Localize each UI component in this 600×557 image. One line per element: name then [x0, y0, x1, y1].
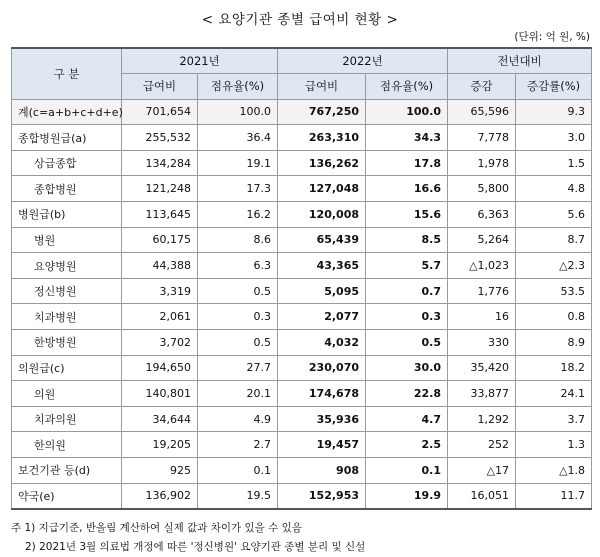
- cell-value: 5.6: [516, 202, 592, 228]
- cell-value: 16,051: [448, 483, 516, 509]
- cell-value: 4.8: [516, 176, 592, 202]
- cell-value: 19.9: [366, 483, 448, 509]
- cell-value: 701,654: [122, 99, 198, 125]
- cell-value: 152,953: [278, 483, 366, 509]
- cell-value: 136,262: [278, 150, 366, 176]
- cell-value: 7,778: [448, 125, 516, 151]
- cell-value: 27.7: [198, 355, 278, 381]
- cell-value: 134,284: [122, 150, 198, 176]
- table-row: [12, 355, 592, 381]
- cell-value: 44,388: [122, 253, 198, 279]
- cell-value: 8.5: [366, 227, 448, 253]
- table-title: < 요양기관 종별 급여비 현황 >: [201, 12, 399, 28]
- cell-value: 43,365: [278, 253, 366, 279]
- cell-value: 113,645: [122, 202, 198, 228]
- cell-value: 3,702: [122, 330, 198, 356]
- cell-value: △2.3: [516, 253, 592, 279]
- header-sub: 급여비: [122, 74, 198, 100]
- row-label: 요양병원: [12, 253, 122, 279]
- cell-value: 1,776: [448, 278, 516, 304]
- cell-value: 767,250: [278, 99, 366, 125]
- cell-value: 230,070: [278, 355, 366, 381]
- cell-value: 0.1: [198, 458, 278, 484]
- cell-value: 6.3: [198, 253, 278, 279]
- row-label: 한방병원: [12, 330, 122, 356]
- cell-value: 0.3: [198, 304, 278, 330]
- table-row: [12, 176, 592, 202]
- row-label: 한의원: [12, 432, 122, 458]
- cell-value: 19.1: [198, 150, 278, 176]
- cell-value: 194,650: [122, 355, 198, 381]
- cell-value: 22.8: [366, 381, 448, 407]
- header-year-2021: 2021년: [122, 48, 278, 74]
- header-sub: 증감: [448, 74, 516, 100]
- cell-value: 65,439: [278, 227, 366, 253]
- cell-value: 3,319: [122, 278, 198, 304]
- row-label: 계(c=a+b+c+d+e): [12, 99, 122, 125]
- cell-value: 5.7: [366, 253, 448, 279]
- cell-value: 174,678: [278, 381, 366, 407]
- cell-value: 5,095: [278, 278, 366, 304]
- cell-value: 5,264: [448, 227, 516, 253]
- header-sub: 급여비: [278, 74, 366, 100]
- cell-value: △17: [448, 458, 516, 484]
- cell-value: 9.3: [516, 99, 592, 125]
- footnote-1: 주 1) 지급기준, 반올림 계산하여 실제 값과 차이가 있을 수 있음: [11, 522, 302, 534]
- table-row: [12, 304, 592, 330]
- header-sub: 점유율(%): [198, 74, 278, 100]
- cell-value: 263,310: [278, 125, 366, 151]
- footnote-2: 2) 2021년 3월 의료법 개정에 따른 '정신병원' 요양기관 종별 분리 및 신설: [25, 541, 366, 553]
- cell-value: 1,292: [448, 406, 516, 432]
- cell-value: 19.5: [198, 483, 278, 509]
- row-label: 약국(e): [12, 483, 122, 509]
- cell-value: 127,048: [278, 176, 366, 202]
- cell-value: 2,077: [278, 304, 366, 330]
- row-label: 보건기관 등(d): [12, 458, 122, 484]
- cell-value: 8.6: [198, 227, 278, 253]
- cell-value: 0.5: [198, 278, 278, 304]
- cell-value: 18.2: [516, 355, 592, 381]
- cell-value: 19,457: [278, 432, 366, 458]
- cell-value: 16.6: [366, 176, 448, 202]
- header-sub: 점유율(%): [366, 74, 448, 100]
- cell-value: 140,801: [122, 381, 198, 407]
- cell-value: 4.9: [198, 406, 278, 432]
- cell-value: 60,175: [122, 227, 198, 253]
- cell-value: 17.8: [366, 150, 448, 176]
- row-label: 정신병원: [12, 278, 122, 304]
- cell-value: 65,596: [448, 99, 516, 125]
- table-row: [12, 483, 592, 509]
- cell-value: 24.1: [516, 381, 592, 407]
- cell-value: 2.5: [366, 432, 448, 458]
- cell-value: 136,902: [122, 483, 198, 509]
- row-label: 병원급(b): [12, 202, 122, 228]
- cell-value: 252: [448, 432, 516, 458]
- cell-value: 5,800: [448, 176, 516, 202]
- cell-value: 34,644: [122, 406, 198, 432]
- row-label: 의원급(c): [12, 355, 122, 381]
- payment-table: [11, 47, 592, 510]
- cell-value: 925: [122, 458, 198, 484]
- cell-value: 908: [278, 458, 366, 484]
- cell-value: 34.3: [366, 125, 448, 151]
- cell-value: 8.9: [516, 330, 592, 356]
- cell-value: 35,420: [448, 355, 516, 381]
- cell-value: 0.5: [366, 330, 448, 356]
- unit-label: (단위: 억 원, %): [514, 31, 590, 43]
- cell-value: 30.0: [366, 355, 448, 381]
- cell-value: 6,363: [448, 202, 516, 228]
- cell-value: 120,008: [278, 202, 366, 228]
- header-year-2022: 2022년: [278, 48, 448, 74]
- cell-value: 16.2: [198, 202, 278, 228]
- cell-value: 1.5: [516, 150, 592, 176]
- footnotes: [11, 519, 365, 557]
- row-label: 병원: [12, 227, 122, 253]
- cell-value: 2.7: [198, 432, 278, 458]
- cell-value: △1.8: [516, 458, 592, 484]
- cell-value: 0.7: [366, 278, 448, 304]
- cell-value: 3.7: [516, 406, 592, 432]
- header-sub: 증감률(%): [516, 74, 592, 100]
- cell-value: 0.1: [366, 458, 448, 484]
- cell-value: 35,936: [278, 406, 366, 432]
- table-row: [12, 458, 592, 484]
- cell-value: 0.8: [516, 304, 592, 330]
- table-row: [12, 330, 592, 356]
- cell-value: 3.0: [516, 125, 592, 151]
- cell-value: 330: [448, 330, 516, 356]
- cell-value: △1,023: [448, 253, 516, 279]
- cell-value: 36.4: [198, 125, 278, 151]
- row-label: 치과의원: [12, 406, 122, 432]
- table-row: [12, 125, 592, 151]
- cell-value: 11.7: [516, 483, 592, 509]
- table-row: [12, 99, 592, 125]
- table-row: [12, 150, 592, 176]
- cell-value: 0.5: [198, 330, 278, 356]
- cell-value: 19,205: [122, 432, 198, 458]
- row-label: 종합병원: [12, 176, 122, 202]
- cell-value: 255,532: [122, 125, 198, 151]
- table-row: [12, 202, 592, 228]
- row-label: 상급종합: [12, 150, 122, 176]
- cell-value: 2,061: [122, 304, 198, 330]
- cell-value: 100.0: [198, 99, 278, 125]
- cell-value: 1.3: [516, 432, 592, 458]
- cell-value: 8.7: [516, 227, 592, 253]
- cell-value: 17.3: [198, 176, 278, 202]
- cell-value: 1,978: [448, 150, 516, 176]
- row-label: 의원: [12, 381, 122, 407]
- table-row: [12, 432, 592, 458]
- cell-value: 4.7: [366, 406, 448, 432]
- cell-value: 121,248: [122, 176, 198, 202]
- table-row: [12, 381, 592, 407]
- cell-value: 33,877: [448, 381, 516, 407]
- table-row: [12, 278, 592, 304]
- cell-value: 20.1: [198, 381, 278, 407]
- header-compare: 전년대비: [448, 48, 592, 74]
- cell-value: 100.0: [366, 99, 448, 125]
- cell-value: 0.3: [366, 304, 448, 330]
- row-label: 종합병원급(a): [12, 125, 122, 151]
- cell-value: 15.6: [366, 202, 448, 228]
- header-category: 구 분: [12, 48, 122, 99]
- cell-value: 16: [448, 304, 516, 330]
- cell-value: 53.5: [516, 278, 592, 304]
- table-row: [12, 406, 592, 432]
- table-row: [12, 227, 592, 253]
- table-row: [12, 253, 592, 279]
- cell-value: 4,032: [278, 330, 366, 356]
- row-label: 치과병원: [12, 304, 122, 330]
